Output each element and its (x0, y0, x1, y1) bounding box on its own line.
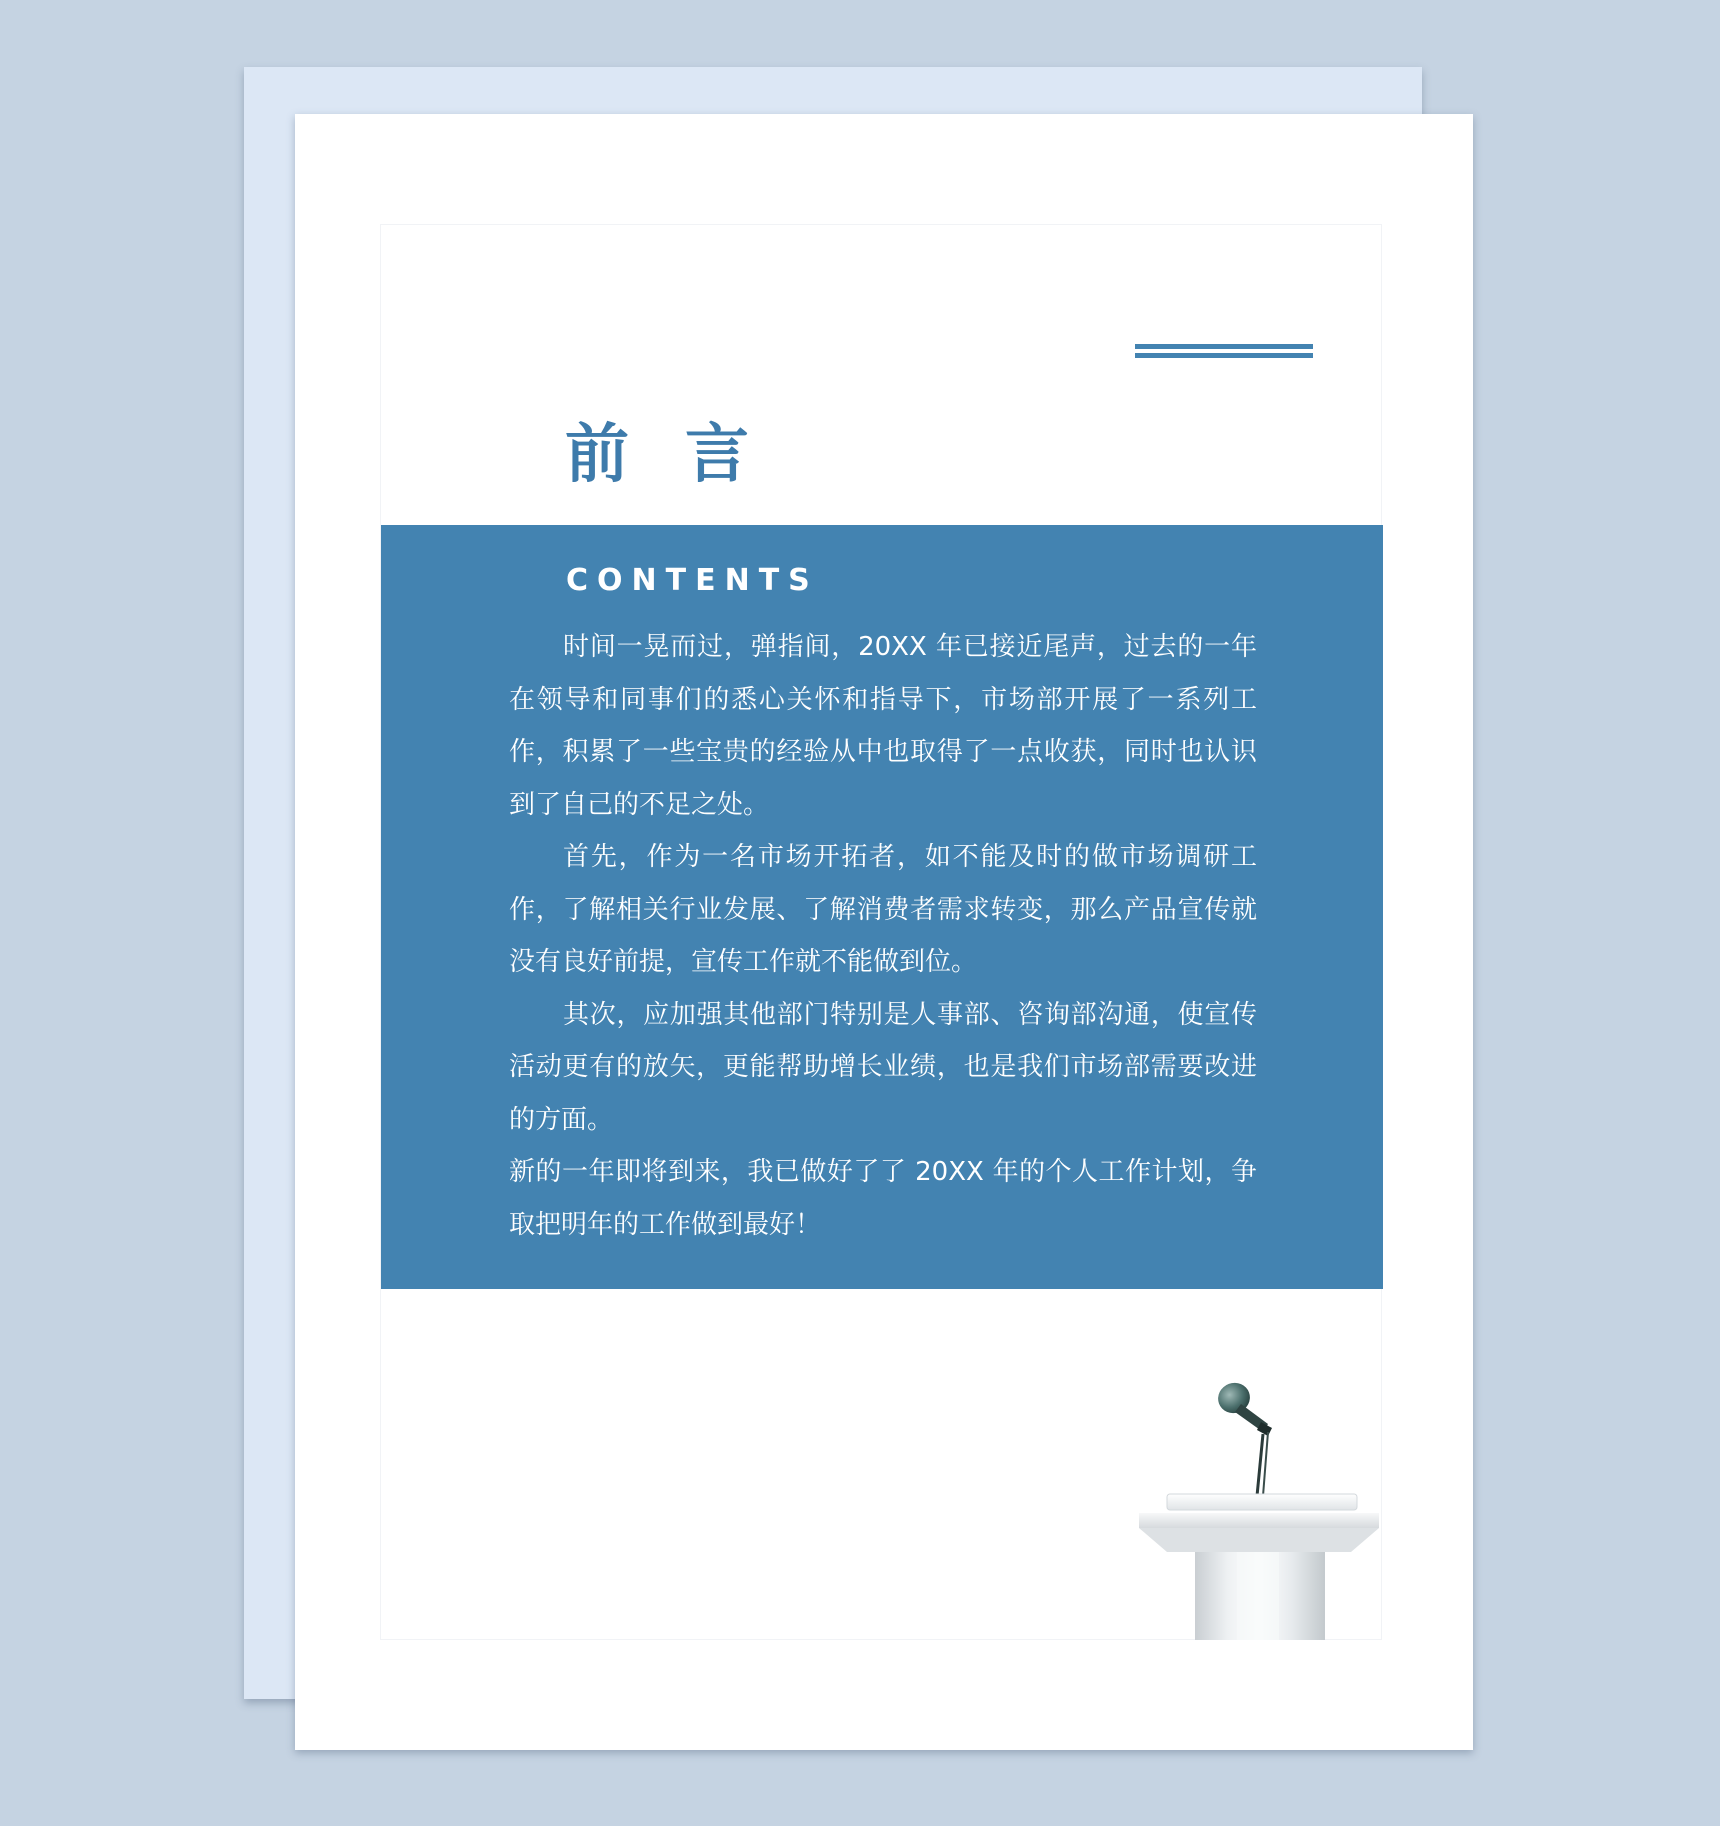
body-text (509, 621, 1257, 1251)
decorative-line-top (1135, 344, 1313, 349)
front-sheet (295, 114, 1473, 1750)
page-title: 前言 (565, 418, 805, 492)
paragraph-4: 新的一年即将到来，我已做好了了 20XX 年的个人工作计划，争取把明年的工作做到最好！ (509, 1157, 1257, 1240)
decorative-line-bottom (1135, 353, 1313, 358)
decorative-double-line (1135, 344, 1313, 360)
contents-panel (381, 525, 1383, 1289)
contents-label: CONTENTS (566, 563, 819, 598)
paragraph-2: 首先，作为一名市场开拓者，如不能及时的做市场调研工作，了解相关行业发展、了解消费者需求转变，那么产品宣传就没有良好前提，宣传工作就不能做到位。 (509, 842, 1257, 977)
podium-microphone-icon (1137, 1374, 1381, 1640)
paragraph-3: 其次，应加强其他部门特别是人事部、咨询部沟通，使宣传活动更有的放矢，更能帮助增长业绩，也是我们市场部需要改进的方面。 (509, 999, 1257, 1135)
paragraph-1: 时间一晃而过，弹指间，20XX 年已接近尾声，过去的一年在领导和同事们的悉心关怀和指导下，市场部开展了一系列工作，积累了一些宝贵的经验从中也取得了一点收获，同时也认识到了自己的不足之处。 (509, 632, 1257, 820)
